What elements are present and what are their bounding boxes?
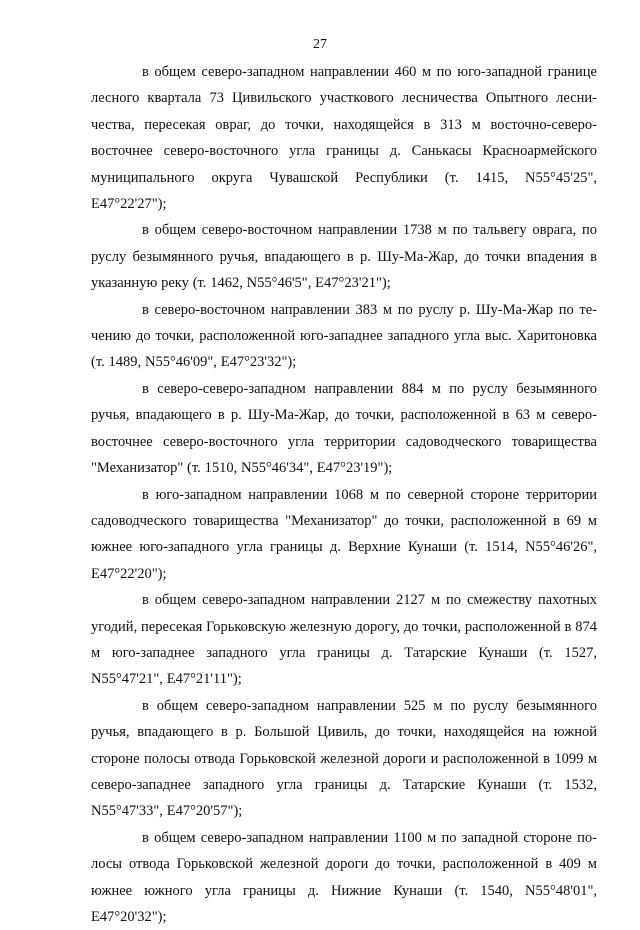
boundary-paragraph: в северо-восточном направлении 383 м по руслу р. Шу-Ма-Жар по течению до точки, расположенной юго-западнее западного угла выс. Харитоновка (т. 1489, N55°46'09", E47°23'32");	[91, 301, 597, 371]
boundary-paragraph: в общем северо-восточном направлении 1738 м по тальвегу оврага, по руслу безымянного ручья, впадающего в р. Шу-Ма-Жар, до точки впадения в указанную реку (т. 1462, N55°46'5", E47°23'21");	[91, 222, 597, 292]
boundary-paragraph: в юго-западном направлении 1068 м по северной стороне территории садоводческого товарищества "Механизатор" до точки, расположенной в 69 м южнее юго-западного угла границы д. Верхние Кунаши (т. 1514, N55°46'26", E47°22'20");	[91, 486, 597, 582]
boundary-paragraph: в общем северо-западном направлении 1100 м по западной стороне полосы отвода Горьковской железной дороги до точки, расположенной в 409 м южнее южного угла границы д. Нижние Кунаши (т. 1540, N55°48'01", E47°20'32");	[91, 829, 597, 925]
document-body	[91, 59, 597, 930]
boundary-paragraph: в северо-северо-западном направлении 884 м по руслу безымянного ручья, впадающего в р. Шу-Ма-Жар, до точки, расположенной в 63 м северо-восточнее северо-восточного угла территории садоводческого товарищества "Механизатор" (т. 1510, N55°46'34", E47°23'19");	[91, 380, 597, 477]
boundary-paragraph: в общем северо-западном направлении 460 м по юго-западной границе лесного квартала 73 Цивильского участкового лесничества Опытного лесничества, пересекая овраг, до точки, находящейся в 313 м восточно-северо-восточнее северо-восточного угла границы д. Санькасы Красноармейского муниципального округа Чувашской Республики (т. 1415, N55°45'25", E47°22'27");	[91, 64, 597, 213]
boundary-paragraph: в общем северо-западном направлении 2127 м по смежеству пахотных угодий, пересекая Горьковскую железную дорогу, до точки, расположенной в 874 м юго-западнее западного угла границы д. Татарские Кунаши (т. 1527, N55°47'21", E47°21'11");	[91, 592, 597, 688]
page-number: 27	[313, 37, 327, 52]
boundary-paragraph: в общем северо-западном направлении 525 м по руслу безымянного ручья, впадающего в р. Большой Цивиль, до точки, находящейся на южной стороне полосы отвода Горьковской железной дороги и расположенной в 1099 м северо-западнее западного угла границы д. Татарские Кунаши (т. 1532, N55°47'33", E47°20'57");	[91, 697, 597, 820]
